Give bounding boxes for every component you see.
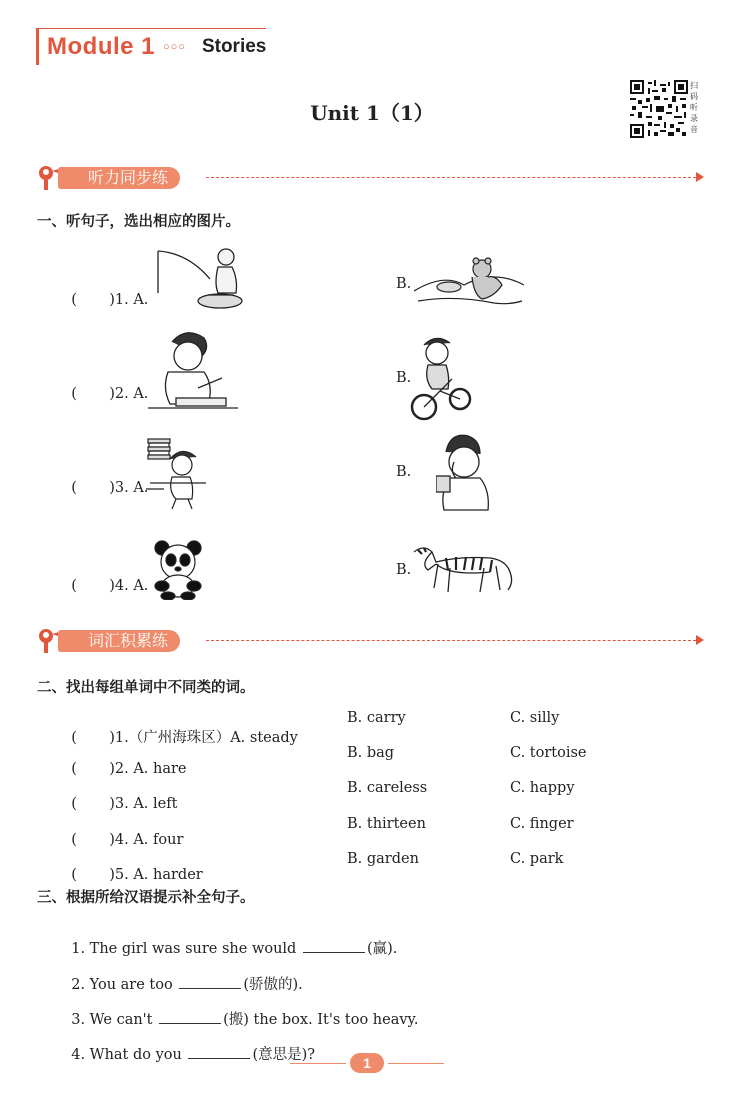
list-item bbox=[62, 464, 148, 496]
banner-label: 词汇积累练 bbox=[58, 630, 180, 652]
table-row bbox=[62, 780, 177, 812]
qr-label-char: 录 bbox=[690, 114, 698, 123]
option-b: B. careless bbox=[347, 780, 428, 796]
list-item bbox=[62, 921, 397, 958]
banner-label: 听力同步练 bbox=[58, 167, 180, 189]
answer-paren[interactable]: ( bbox=[71, 292, 77, 308]
banner-divider bbox=[206, 640, 696, 641]
chinese-hint: (搬) bbox=[223, 1012, 249, 1028]
table-row bbox=[62, 745, 187, 777]
arrow-right-icon bbox=[696, 635, 704, 645]
panda-illustration bbox=[152, 540, 204, 600]
option-b: B. garden bbox=[347, 851, 419, 867]
option-b: B. carry bbox=[347, 710, 406, 726]
sentence-text: 3. We can't bbox=[71, 1012, 158, 1028]
option-b: B. bag bbox=[347, 745, 395, 761]
table-row bbox=[62, 710, 298, 747]
chinese-hint: (意思是)? bbox=[252, 1047, 316, 1063]
section-heading: 二、找出每组单词中不同类的词。 bbox=[37, 680, 255, 696]
list-item bbox=[62, 992, 418, 1029]
option-b-label: B. bbox=[396, 370, 412, 386]
list-item bbox=[62, 562, 148, 594]
answer-paren[interactable]: ( bbox=[71, 578, 77, 594]
answer-blank[interactable] bbox=[179, 974, 241, 989]
tiger-illustration bbox=[410, 542, 516, 598]
answer-paren[interactable]: ( bbox=[71, 480, 77, 496]
option-b-label: B. bbox=[396, 562, 412, 578]
page-number: 1 bbox=[350, 1053, 384, 1073]
table-row bbox=[62, 816, 183, 848]
answer-blank[interactable] bbox=[159, 1009, 221, 1024]
item-number: )4. A. bbox=[109, 578, 149, 594]
option-c: C. silly bbox=[510, 710, 560, 726]
list-item bbox=[62, 1027, 315, 1064]
sentence-text: the box. It's too heavy. bbox=[248, 1012, 419, 1028]
bear-by-river-illustration bbox=[414, 255, 524, 313]
man-fishing-illustration bbox=[148, 243, 243, 311]
qr-label bbox=[690, 80, 702, 135]
sentence-text: 2. You are too bbox=[71, 977, 178, 993]
footer-line-left bbox=[290, 1063, 346, 1064]
option-a: )1.（广州海珠区）A. steady bbox=[109, 730, 298, 746]
answer-paren[interactable]: ( bbox=[71, 832, 77, 848]
unit-title: Unit 1（1） bbox=[310, 101, 434, 125]
sentence-text: 1. The girl was sure she would bbox=[71, 941, 301, 957]
section-heading: 一、听句子，选出相应的图片。 bbox=[37, 214, 240, 230]
chinese-hint: (骄傲的). bbox=[243, 977, 303, 993]
answer-blank[interactable] bbox=[188, 1044, 250, 1059]
item-number: )2. A. bbox=[109, 386, 149, 402]
module-dots: ○○○ bbox=[163, 41, 186, 53]
option-c: C. park bbox=[510, 851, 564, 867]
item-number: )1. A. bbox=[109, 292, 149, 308]
option-c: C. finger bbox=[510, 816, 574, 832]
qr-label-char: 码 bbox=[690, 92, 698, 101]
answer-paren[interactable]: ( bbox=[71, 796, 77, 812]
boy-on-phone-illustration bbox=[436, 432, 492, 512]
chinese-hint: (赢). bbox=[366, 941, 398, 957]
answer-paren[interactable]: ( bbox=[71, 867, 77, 883]
answer-blank[interactable] bbox=[303, 938, 365, 953]
module-subtitle: Stories bbox=[201, 36, 267, 57]
arrow-right-icon bbox=[696, 172, 704, 182]
table-row bbox=[62, 851, 203, 883]
answer-paren[interactable]: ( bbox=[71, 730, 77, 746]
option-a: )3. A. left bbox=[109, 796, 178, 812]
qr-label-char: 扫 bbox=[690, 81, 698, 90]
boy-carrying-books-illustration bbox=[146, 437, 210, 511]
qr-code-icon[interactable] bbox=[630, 80, 688, 138]
option-c: C. tortoise bbox=[510, 745, 587, 761]
answer-paren[interactable]: ( bbox=[71, 386, 77, 402]
section-banner-vocabulary bbox=[36, 626, 704, 656]
option-c: C. happy bbox=[510, 780, 575, 796]
option-a: )5. A. harder bbox=[109, 867, 203, 883]
list-item bbox=[62, 370, 148, 402]
section-heading: 三、根据所给汉语提示补全句子。 bbox=[37, 890, 255, 906]
sentence-text: 4. What do you bbox=[71, 1047, 187, 1063]
boy-cooking-illustration bbox=[148, 328, 238, 414]
module-header bbox=[36, 28, 266, 65]
list-item bbox=[62, 276, 148, 308]
footer-line-right bbox=[388, 1063, 444, 1064]
option-b-label: B. bbox=[396, 464, 412, 480]
qr-label-char: 音 bbox=[690, 125, 698, 134]
option-a: )4. A. four bbox=[109, 832, 184, 848]
item-number: )3. A. bbox=[109, 480, 149, 496]
list-item bbox=[62, 957, 303, 994]
banner-divider bbox=[206, 177, 696, 178]
boy-cycling-illustration bbox=[410, 335, 474, 421]
qr-label-char: 听 bbox=[690, 103, 698, 112]
answer-paren[interactable]: ( bbox=[71, 761, 77, 777]
option-a: )2. A. hare bbox=[109, 761, 187, 777]
section-banner-listening bbox=[36, 163, 704, 193]
module-title: Module 1 bbox=[47, 33, 156, 60]
option-b: B. thirteen bbox=[347, 816, 426, 832]
option-b-label: B. bbox=[396, 276, 412, 292]
